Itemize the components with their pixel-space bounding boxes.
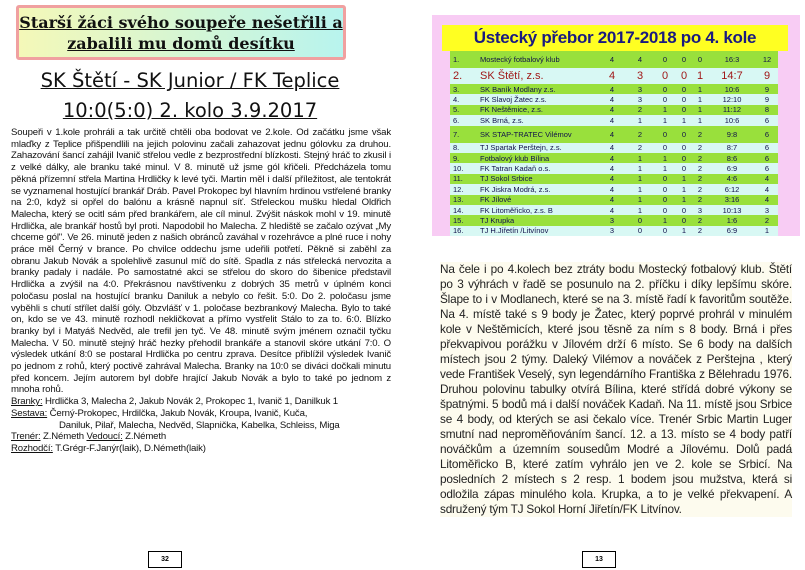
standings-commentary: Na čele i po 4.kolech bez ztráty bodu Mostecký fotbalový klub. Štětí po 3 výhrách v řadě se posunulo na 2. příčku i díky lepšímu skóre. Šlape to i v Modlanech, které se na 3. místě řadí k favoritům soutěže. Na 4. místě také s 9 body je Žatec, který poprvé prohrál v minulém kole v Neštěmicích, které jsou těsně za ním s 8 body. Brná i přes překvapivou porážku v Jílovém drží 6 místo. Se 6 body na dalších místech jsou 2 týmy. Daleký Vilémov a nováček z Perštejna , který vede František Veselý, syn legendárního Františka z Bělehradu 1976. Druhou polovinu tabulky otvírá Bílina, které střídá dobré výkony se špatnými. 5 bodů má i další nováček Kadaň. Na 11. místě jsou Srbice se 4 body, od kterých se asi čekalo více. Trenér Srbic Martin Luger smutní nad neproměňováním šancí. 12. a 13. místo se 4 body patří nováčkům a územním sousedům Modré a Jílovému. Dolů padá Litoměřicko B, které zatím vyhrálo jen ve 2. kole se Srbicí. Na posledních 2 místech s 2 resp. 1 bodem jsou mužstva, která si odložila zápas minulého kola. Krupka, a to je velké překvapení. A sdružený tým TJ Sokol Horní Jiřetín/FK Litvínov. <box>440 262 792 516</box>
goals: Hrdlička 3, Malecha 2, Jakub Novák 2, Prokopec 1, Ivanič 1, Danilkuk 1 <box>42 396 338 408</box>
played-cell: 3 <box>609 215 615 225</box>
rank-cell: 11. <box>453 174 463 184</box>
draws-cell: 0 <box>662 143 668 153</box>
played-cell: 4 <box>609 195 615 205</box>
match-report <box>11 127 391 455</box>
losses-ot-cell: 0 <box>680 70 688 82</box>
points-cell: 6 <box>764 115 770 125</box>
banner-title: Starší žáci svého soupeře nešetřili a zabalili mu domů desítku <box>19 12 343 53</box>
losses-cell: 1 <box>697 115 703 125</box>
points-cell: 6 <box>764 129 770 139</box>
played-cell: 4 <box>609 164 615 174</box>
rank-cell: 9. <box>453 153 460 163</box>
score-cell: 6:9 <box>726 226 738 236</box>
score-cell: 11:12 <box>722 105 742 115</box>
coach-label: Trenér: <box>11 431 41 443</box>
goals-label: Branky: <box>11 396 43 408</box>
draws-cell: 1 <box>662 105 668 115</box>
score-cell: 16:3 <box>724 55 740 64</box>
wins-cell: 0 <box>637 215 643 225</box>
losses-cell: 1 <box>697 105 703 115</box>
points-cell: 9 <box>764 95 770 105</box>
rank-cell: 6. <box>453 115 460 125</box>
rank-cell: 4. <box>453 95 460 105</box>
match-headline <box>0 66 380 126</box>
losses-ot-cell: 0 <box>681 164 687 174</box>
page-number-left: 32 <box>148 551 182 568</box>
referees: T.Grégr-F.Janýr(laik), D.Németh(laik) <box>52 442 206 454</box>
losses-cell: 2 <box>697 143 703 153</box>
draws-cell: 1 <box>662 215 668 225</box>
score-cell: 1:6 <box>726 215 738 225</box>
wins-cell: 1 <box>637 195 643 205</box>
played-cell: 3 <box>609 226 615 236</box>
rank-cell: 16. <box>453 226 464 236</box>
losses-ot-cell: 0 <box>681 205 687 215</box>
manager: Z.Németh <box>122 431 167 443</box>
points-cell: 9 <box>764 84 770 94</box>
draws-cell: 1 <box>662 115 668 125</box>
headline-banner <box>16 5 346 60</box>
table-row <box>450 68 778 84</box>
losses-cell: 1 <box>697 84 703 94</box>
standings-table <box>450 51 778 236</box>
score-cell: 12:10 <box>722 95 742 105</box>
wins-cell: 2 <box>637 105 643 115</box>
played-cell: 4 <box>609 153 615 163</box>
played-cell: 4 <box>609 143 615 153</box>
losses-ot-cell: 1 <box>681 195 687 205</box>
wins-cell: 3 <box>637 84 643 94</box>
draws-cell: 0 <box>662 84 668 94</box>
team-cell: SK Štětí, z.s. <box>480 70 544 82</box>
losses-ot-cell: 1 <box>681 184 687 194</box>
rank-cell: 5. <box>453 105 460 115</box>
draws-cell: 1 <box>662 164 668 174</box>
team-cell: SK Brná, z.s. <box>480 115 524 125</box>
team-cell: TJ Krupka <box>480 215 515 225</box>
losses-cell: 1 <box>697 95 703 105</box>
points-cell: 8 <box>764 105 770 115</box>
losses-cell: 2 <box>697 164 703 174</box>
team-cell: SK Baník Modlany z.s. <box>480 84 556 94</box>
points-cell: 4 <box>764 174 770 184</box>
team-cell: Mostecký fotbalový klub <box>480 55 560 64</box>
losses-ot-cell: 0 <box>681 153 687 163</box>
score-cell: 14:7 <box>721 70 743 82</box>
losses-ot-cell: 0 <box>681 55 687 64</box>
losses-ot-cell: 0 <box>681 215 687 225</box>
points-cell: 3 <box>764 205 770 215</box>
match-teams: SK Štětí - SK Junior / FK Teplice <box>40 69 340 92</box>
wins-cell: 2 <box>637 129 643 139</box>
table-row <box>450 215 778 225</box>
draws-cell: 0 <box>662 55 668 64</box>
played-cell: 4 <box>608 70 616 82</box>
team-cell: FK Litoměřicko, z.s. B <box>480 205 553 215</box>
losses-cell: 3 <box>697 205 703 215</box>
draws-cell: 0 <box>662 226 668 236</box>
table-row <box>450 143 778 153</box>
wins-cell: 3 <box>636 70 644 82</box>
team-cell: Fotbalový klub Bílina <box>480 153 550 163</box>
table-row <box>450 51 778 68</box>
team-cell: FK Jiskra Modrá, z.s. <box>480 184 551 194</box>
played-cell: 4 <box>609 95 615 105</box>
lineup-label: Sestava: <box>11 407 48 419</box>
table-row <box>450 174 778 184</box>
wins-cell: 1 <box>637 153 643 163</box>
team-cell: FK Tatran Kadaň o.s. <box>480 164 551 174</box>
team-cell: FK Jílové <box>480 195 512 205</box>
losses-cell: 0 <box>697 55 703 64</box>
standings-title: Ústecký přebor 2017-2018 po 4. kole <box>442 25 788 51</box>
team-cell: TJ Sokol Srbice <box>480 174 533 184</box>
played-cell: 4 <box>609 115 615 125</box>
losses-cell: 2 <box>697 215 703 225</box>
draws-cell: 1 <box>662 153 668 163</box>
played-cell: 4 <box>609 174 615 184</box>
played-cell: 4 <box>609 205 615 215</box>
team-cell: TJ H.Jiřetín /Litvínov <box>480 226 549 236</box>
points-cell: 6 <box>764 143 770 153</box>
score-cell: 10:6 <box>724 84 740 94</box>
losses-ot-cell: 0 <box>681 143 687 153</box>
losses-cell: 1 <box>696 70 704 82</box>
played-cell: 4 <box>609 55 615 64</box>
match-score: 10:0(5:0) 2. kolo 3.9.2017 <box>62 99 318 122</box>
score-cell: 8:6 <box>726 153 738 163</box>
rank-cell: 12. <box>453 184 464 194</box>
page-number-right: 13 <box>582 551 616 568</box>
wins-cell: 1 <box>637 174 643 184</box>
rank-cell: 15. <box>453 215 464 225</box>
table-row <box>450 153 778 163</box>
losses-cell: 2 <box>697 153 703 163</box>
wins-cell: 4 <box>637 55 643 64</box>
draws-cell: 0 <box>662 174 668 184</box>
draws-cell: 0 <box>662 195 668 205</box>
losses-cell: 2 <box>697 195 703 205</box>
table-row <box>450 84 778 94</box>
played-cell: 4 <box>609 84 615 94</box>
points-cell: 9 <box>763 70 771 82</box>
points-cell: 4 <box>764 195 770 205</box>
wins-cell: 1 <box>637 115 643 125</box>
lineup-line-2: Daniluk, Pilař, Malecha, Nedvěd, Slapnička, Kabelka, Schleiss, Miga <box>59 419 340 431</box>
draws-cell: 0 <box>661 70 669 82</box>
score-cell: 8:7 <box>726 143 738 153</box>
score-cell: 9:8 <box>726 129 738 139</box>
wins-cell: 1 <box>637 205 643 215</box>
losses-cell: 2 <box>697 184 703 194</box>
table-row <box>450 226 778 236</box>
table-row <box>450 205 778 215</box>
rank-cell: 3. <box>453 84 460 94</box>
points-cell: 4 <box>764 184 770 194</box>
losses-cell: 2 <box>697 226 703 236</box>
losses-ot-cell: 0 <box>681 95 687 105</box>
score-cell: 10:13 <box>722 205 742 215</box>
referee-label: Rozhodčí: <box>11 442 53 454</box>
points-cell: 6 <box>764 153 770 163</box>
table-row <box>450 105 778 115</box>
rank-cell: 8. <box>453 143 460 153</box>
played-cell: 4 <box>609 184 615 194</box>
rank-cell: 13. <box>453 195 464 205</box>
score-cell: 3:16 <box>724 195 740 205</box>
draws-cell: 0 <box>662 184 668 194</box>
score-cell: 6:9 <box>726 164 738 174</box>
rank-cell: 14. <box>453 205 464 215</box>
played-cell: 4 <box>609 129 615 139</box>
coach: Z.Németh <box>40 431 87 443</box>
losses-ot-cell: 1 <box>681 115 687 125</box>
team-cell: FK Slavoj Žatec z.s. <box>480 95 547 105</box>
rank-cell: 10. <box>453 164 464 174</box>
losses-ot-cell: 1 <box>681 174 687 184</box>
table-row <box>450 126 778 143</box>
wins-cell: 0 <box>637 226 643 236</box>
losses-ot-cell: 0 <box>681 105 687 115</box>
points-cell: 1 <box>764 226 770 236</box>
played-cell: 4 <box>609 105 615 115</box>
points-cell: 6 <box>764 164 770 174</box>
score-cell: 10:6 <box>724 115 740 125</box>
points-cell: 12 <box>762 55 772 64</box>
score-cell: 4:6 <box>726 174 738 184</box>
wins-cell: 3 <box>637 95 643 105</box>
losses-ot-cell: 0 <box>681 84 687 94</box>
wins-cell: 1 <box>637 184 643 194</box>
table-row <box>450 94 778 104</box>
losses-cell: 2 <box>697 174 703 184</box>
rank-cell: 2. <box>453 70 463 82</box>
draws-cell: 0 <box>662 95 668 105</box>
team-cell: SK STAP-TRATEC Vilémov <box>480 129 572 139</box>
score-cell: 6:12 <box>724 184 740 194</box>
draws-cell: 0 <box>662 205 668 215</box>
rank-cell: 1. <box>453 55 460 64</box>
losses-cell: 2 <box>697 129 703 139</box>
table-row <box>450 195 778 205</box>
wins-cell: 1 <box>637 164 643 174</box>
losses-ot-cell: 1 <box>681 226 687 236</box>
rank-cell: 7. <box>453 129 460 139</box>
wins-cell: 2 <box>637 143 643 153</box>
losses-ot-cell: 0 <box>681 129 687 139</box>
points-cell: 2 <box>764 215 770 225</box>
table-row <box>450 184 778 194</box>
lineup-line-1: Černý-Prokopec, Hrdilčka, Jakub Novák, Kroupa, Ivanič, Kuča, <box>47 407 308 419</box>
manager-label: Vedoucí: <box>86 431 123 443</box>
match-report-text: Soupeři v 1.kole prohráli a tak určitě chtěli oba bodovat ve 2.kole. Od začátku jsme však mlaďky z Teplice přišpendlili na jejich polovinu začali zahazovat jednu gólovku za druhou. Zahazování šancí zahájil Ivanič střelou vedle z bezprostřední blízkosti. Stejný hráč to zkusil i z velké dálky, ale branku také minul. V 8. minutě už jsme gól křičeli. Předcházela tomu pěkná přízemní střela Martina Hrdličky k levé tyči. Martin měl i další příležitost, ale tentokrát se vyznamenal hostující brankář Dráb. Pavel Prokopec byl hlavním hrdinou vstřelené branky na 2:0, když si opřel do balónu a krásně napnul síť. Střeleckou mušku hledal Oldřich Malecha, který se ocitl sám před brankářem, ale cíl minul. Zvýšit náskok mohl v 19. minutě Hrdlička, ale brankář hostů byl proti. Napodobil ho Malecha. Z hlediště se začalo ozývat „My chceme gól". Ve 26. minutě jeden z našich obránců zaváhal v rozehrávce a plné ruce i nohy práce měl Černý v brance. Po chvilce oddechu jsme udeřili potřetí. Pěkně si zaběhl za obranu Jakub Novák a spolehlivě zasunul míč do sítě. Spadla z nás střelecká nervozita a branky padaly i nadále. Po samostatné akci se střelou do skoro do šibenice představil Hrdlička a zvýšil na 4:0. Překrásnou navštívenku z dobrých 35 metrů v úplném konci poločasu poslal na hostující branku Daniluk a nebylo co řešit. 5:0. Do 2. poločasu jsme vyběhli s chutí střílet další góly. Obzvlášť v 1. poločase bezbrankový Malecha. Bylo to také on, kdo se ve 43. minutě rozhodl nekličkovat a přímo vystřelit Stálo to za to. 6:0. Blízko branky byl i Matyáš Nedvěd, ale trefil jen tyč. Ve 48. minutě svým jménem označil tyčku Malecha. V 50. minutě stejný hráč hezky přehodil brankáře a stanovil skóre utkání 7:0. O výsledek utkání 8:0 se postaral Hrdlička po centru zprava. Desítce přiblížil výsledek Ivanič po jednom z rohů, který poctivě zahrával Malecha. Branky na 10:0 se diváci dočkali minutu před koncem. Jejím autorem byl dobře hrající Jakub Novák a bylo to také po jednom z mnoha rohů. <box>11 127 391 396</box>
team-cell: TJ Spartak Perštejn, z.s. <box>480 143 562 153</box>
team-cell: FK Neštěmice, z.s. <box>480 105 543 115</box>
draws-cell: 0 <box>662 129 668 139</box>
table-row <box>450 115 778 125</box>
table-row <box>450 163 778 173</box>
